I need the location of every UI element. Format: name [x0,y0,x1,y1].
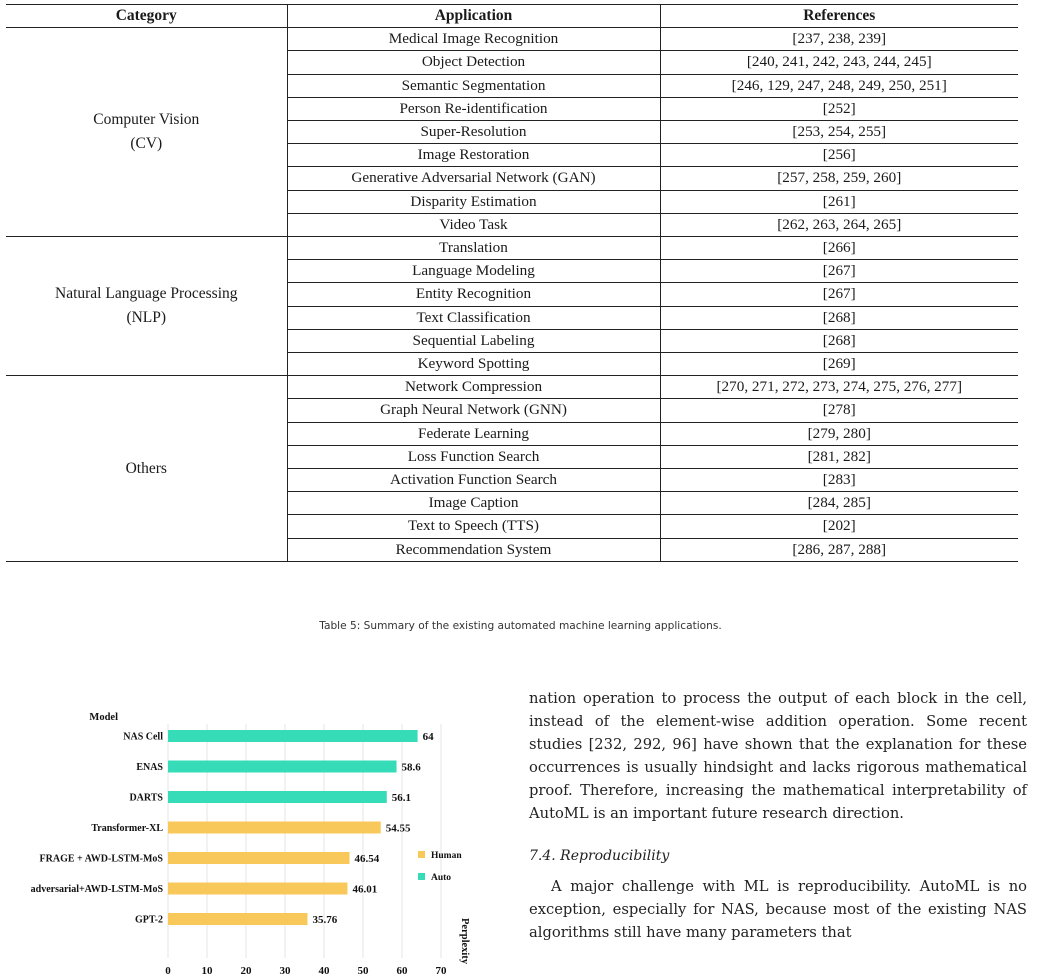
application-cell: Generative Adversarial Network (GAN) [287,167,660,190]
application-cell: Loss Function Search [287,445,660,468]
application-cell: Image Caption [287,492,660,515]
category-label-line: (NLP) [126,309,167,327]
references-cell: [257, 258, 259, 260] [660,167,1018,190]
references-cell: [286, 287, 288] [660,538,1018,561]
legend-label: Human [431,851,462,861]
category-label: FRAGE + AWD-LSTM-MoS [39,853,163,865]
references-cell: [270, 271, 272, 273, 274, 275, 276, 277] [660,376,1018,399]
references-cell: [269] [660,353,1018,376]
references-cell: [202] [660,515,1018,538]
application-cell: Medical Image Recognition [287,28,660,51]
category-label-line: (CV) [130,135,163,153]
category-label-line: Computer Vision [93,111,200,129]
application-cell: Text Classification [287,306,660,329]
category-label-line: Natural Language Processing [55,285,238,303]
data-label: 56.1 [391,792,412,804]
application-cell: Graph Neural Network (GNN) [287,399,660,422]
references-cell: [281, 282] [660,445,1018,468]
bar [168,822,381,834]
data-label: 35.76 [312,914,338,926]
header-category: Category [6,5,287,28]
data-label: 46.54 [354,853,380,865]
references-cell: [253, 254, 255] [660,121,1018,144]
references-cell: [262, 263, 264, 265] [660,213,1018,236]
data-label: 54.55 [385,822,411,835]
table-caption: Table 5: Summary of the existing automated machine learning applications. [319,620,722,632]
application-cell: Activation Function Search [287,469,660,492]
paragraph-interpretability: nation operation to process the output of each block in the cell, instead of the element-wise addition operation. Some recent studies [232, 292, 96] have shown that the explanation for these occurrences is usually hindsight and lacks rigorous mathematical proof. Therefore, increasing the mathematical interpretability of AutoML is an important future research direction. [529,690,1027,822]
application-cell: Entity Recognition [287,283,660,306]
section-heading-reproducibility: 7.4. Reproducibility [529,848,670,865]
category-cell [6,28,287,237]
body-text-column [529,688,1027,945]
references-cell: [267] [660,260,1018,283]
category-label: adversarial+AWD-LSTM-MoS [30,884,163,895]
x-tick-label: 70 [435,965,447,977]
legend-swatch [418,873,425,880]
references-cell: [246, 129, 247, 248, 249, 250, 251] [660,74,1018,97]
application-cell: Semantic Segmentation [287,74,660,97]
chart-bars [31,730,434,926]
table-row [6,28,1018,51]
application-cell: Text to Speech (TTS) [287,515,660,538]
references-cell: [267] [660,283,1018,306]
references-cell: [279, 280] [660,422,1018,445]
application-cell: Disparity Estimation [287,190,660,213]
application-cell: Network Compression [287,376,660,399]
x-tick-label: 50 [357,965,369,977]
x-tick-label: 20 [240,965,252,977]
bar [168,761,397,773]
x-axis-ticks [165,965,447,977]
references-cell: [268] [660,329,1018,352]
x-axis-label: Perplexity [459,918,470,965]
references-cell: [240, 241, 242, 243, 244, 245] [660,51,1018,74]
legend-swatch [418,851,425,858]
references-cell: [284, 285] [660,492,1018,515]
x-tick-label: 60 [396,965,408,977]
table-header-row [6,5,1018,28]
legend-label: Auto [431,873,452,883]
application-cell: Keyword Spotting [287,353,660,376]
data-label: 46.01 [352,883,378,896]
application-cell: Person Re-identification [287,97,660,120]
paragraph-reproducibility: A major challenge with ML is reproducibility. AutoML is no exception, especially for NAS, because most of the existing NAS algorithms still have many parameters that [529,878,1027,942]
application-cell: Recommendation System [287,538,660,561]
application-cell: Image Restoration [287,144,660,167]
category-label: Transformer-XL [91,823,163,834]
application-cell: Super-Resolution [287,121,660,144]
bar [168,730,418,742]
category-cell [6,376,287,562]
header-application: Application [287,5,660,28]
category-label: GPT-2 [135,914,163,926]
header-references: References [660,5,1018,28]
data-label: 58.6 [401,761,421,774]
chart-legend [418,851,462,883]
data-label: 64 [422,731,434,743]
references-cell: [256] [660,144,1018,167]
application-cell: Sequential Labeling [287,329,660,352]
category-label: NAS Cell [123,731,163,743]
category-label: ENAS [136,762,163,773]
application-cell: Video Task [287,213,660,236]
bar [168,883,347,895]
references-cell: [278] [660,399,1018,422]
application-cell: Translation [287,237,660,260]
bar [168,852,350,864]
category-label-line: Others [125,459,167,477]
applications-table [6,4,1018,562]
application-cell: Federate Learning [287,422,660,445]
table-row [6,376,1018,399]
table-row [6,237,1018,260]
references-cell: [237, 238, 239] [660,28,1018,51]
x-tick-label: 30 [279,965,291,977]
perplexity-bar-chart [0,700,500,980]
y-axis-label: Model [89,712,118,723]
category-cell [6,237,287,376]
bar [168,791,387,803]
bar [168,913,307,925]
references-cell: [261] [660,190,1018,213]
category-label: DARTS [129,792,163,804]
application-cell: Language Modeling [287,260,660,283]
references-cell: [268] [660,306,1018,329]
x-tick-label: 0 [165,965,171,977]
references-cell: [252] [660,97,1018,120]
references-cell: [283] [660,469,1018,492]
references-cell: [266] [660,237,1018,260]
application-cell: Object Detection [287,51,660,74]
x-tick-label: 40 [318,965,330,977]
x-tick-label: 10 [201,965,213,977]
